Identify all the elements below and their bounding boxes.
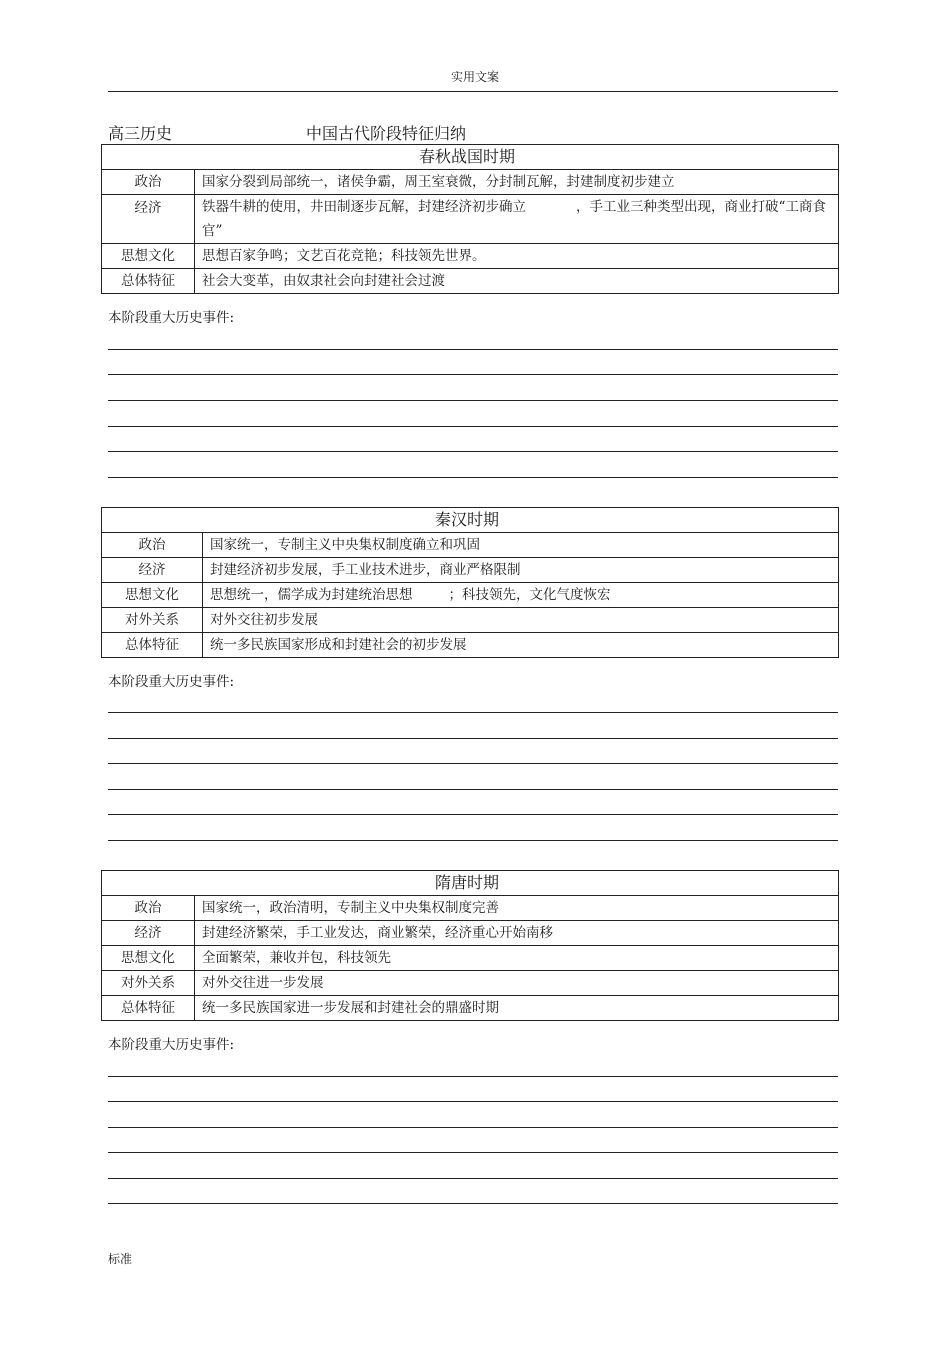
category-content: 国家统一，专制主义中央集权制度确立和巩固 [203, 533, 839, 558]
page-header: 实用文案 [450, 70, 499, 84]
writing-line [108, 789, 838, 790]
period-title: 春秋战国时期 [102, 145, 839, 170]
category-content: 思想百家争鸣；文艺百花竞艳；科技领先世界。 [195, 244, 839, 269]
writing-line [108, 738, 838, 739]
category-label: 思想文化 [102, 244, 195, 269]
category-label: 对外关系 [102, 971, 195, 996]
writing-line [108, 400, 838, 401]
period-title: 秦汉时期 [102, 508, 839, 533]
writing-line [108, 477, 838, 478]
category-content-part: ，手工业三种类型出现，商业打破“工商食官” [202, 199, 826, 239]
writing-line [108, 1203, 838, 1204]
writing-line [108, 426, 838, 427]
category-content: 国家分裂到局部统一，诸侯争霸，周王室衰微，分封制瓦解，封建制度初步建立 [195, 170, 839, 195]
writing-line [108, 451, 838, 452]
category-content [195, 195, 839, 244]
writing-line [108, 349, 838, 350]
category-label: 总体特征 [102, 633, 203, 658]
category-content [203, 583, 839, 608]
writing-line [108, 1076, 838, 1077]
category-label: 对外关系 [102, 608, 203, 633]
category-content: 统一多民族国家进一步发展和封建社会的鼎盛时期 [195, 996, 839, 1021]
writing-line [108, 763, 838, 764]
period-title: 隋唐时期 [102, 871, 839, 896]
category-content: 全面繁荣，兼收并包，科技领先 [195, 946, 839, 971]
category-label: 总体特征 [102, 269, 195, 294]
category-content: 国家统一，政治清明，专制主义中央集权制度完善 [195, 896, 839, 921]
category-label: 思想文化 [102, 946, 195, 971]
writing-line [108, 712, 838, 713]
category-content: 封建经济初步发展，手工业技术进步，商业严格限制 [203, 558, 839, 583]
category-content: 社会大变革，由奴隶社会向封建社会过渡 [195, 269, 839, 294]
subject-label: 高三历史 [108, 124, 173, 143]
category-label: 经济 [102, 195, 195, 244]
writing-line [108, 814, 838, 815]
writing-line [108, 1178, 838, 1179]
category-content-part: 铁器牛耕的使用，井田制逐步瓦解，封建经济初步确立 [202, 199, 526, 215]
writing-line [108, 1127, 838, 1128]
category-content: 对外交往初步发展 [203, 608, 839, 633]
category-content-part: ；科技领先，文化气度恢宏 [448, 587, 611, 603]
category-label: 经济 [102, 558, 203, 583]
header-rule [108, 91, 838, 92]
period-table-sui-tang [101, 870, 839, 1021]
writing-line [108, 1152, 838, 1153]
page-footer: 标准 [108, 1252, 133, 1266]
events-label: 本阶段重大历史事件: [108, 310, 235, 326]
category-label: 政治 [102, 170, 195, 195]
period-table-qin-han [101, 507, 839, 658]
category-label: 总体特征 [102, 996, 195, 1021]
category-label: 思想文化 [102, 583, 203, 608]
document-title: 中国古代阶段特征归纳 [306, 124, 467, 143]
writing-line [108, 1101, 838, 1102]
events-label: 本阶段重大历史事件: [108, 1037, 235, 1053]
category-content: 对外交往进一步发展 [195, 971, 839, 996]
category-label: 经济 [102, 921, 195, 946]
category-label: 政治 [102, 533, 203, 558]
category-content: 统一多民族国家形成和封建社会的初步发展 [203, 633, 839, 658]
period-table-chunqiu-zhanguo [101, 144, 839, 294]
events-label: 本阶段重大历史事件: [108, 674, 235, 690]
category-content-part: 思想统一，儒学成为封建统治思想 [210, 587, 413, 603]
category-label: 政治 [102, 896, 195, 921]
category-content: 封建经济繁荣，手工业发达，商业繁荣，经济重心开始南移 [195, 921, 839, 946]
writing-line [108, 840, 838, 841]
writing-line [108, 374, 838, 375]
